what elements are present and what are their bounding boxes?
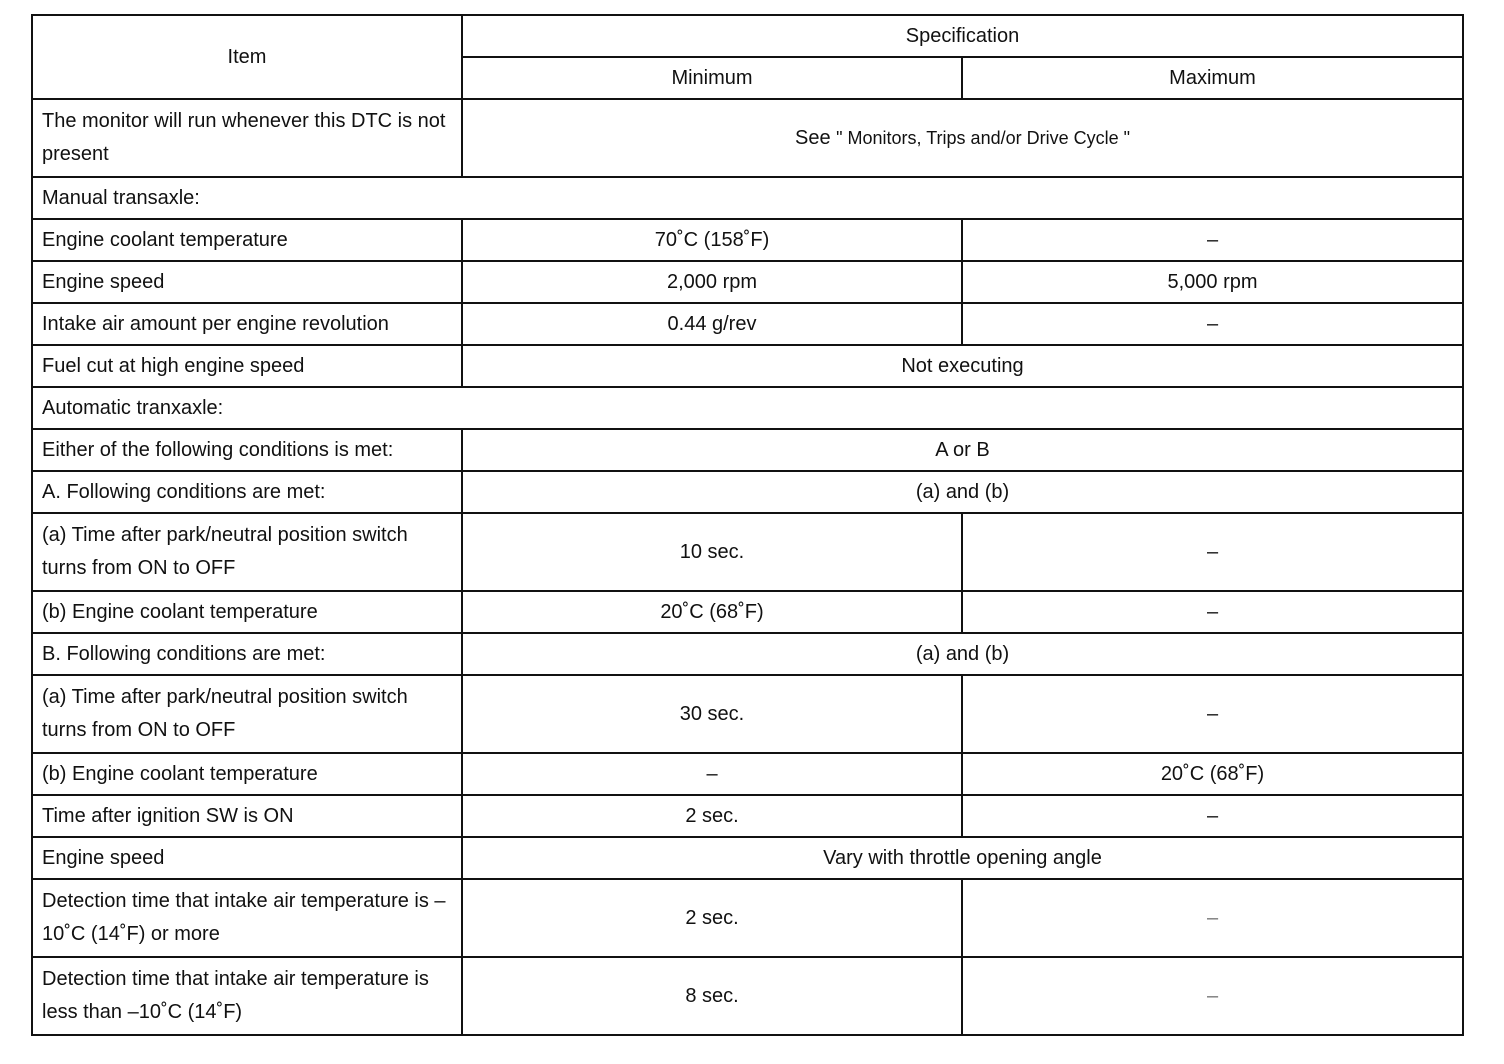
item-cell: (a) Time after park/neutral position switch turns from ON to OFF bbox=[32, 675, 462, 753]
spec-span-cell bbox=[462, 99, 1463, 177]
minimum-cell: – bbox=[462, 753, 962, 795]
header-maximum: Maximum bbox=[962, 57, 1463, 99]
table-row bbox=[32, 591, 1463, 633]
minimum-cell: 0.44 g/rev bbox=[462, 303, 962, 345]
spec-span-cell: (a) and (b) bbox=[462, 633, 1463, 675]
maximum-cell: 20˚C (68˚F) bbox=[962, 753, 1463, 795]
item-cell: A. Following conditions are met: bbox=[32, 471, 462, 513]
section-row-automatic bbox=[32, 387, 1463, 429]
table-row bbox=[32, 753, 1463, 795]
item-cell: Either of the following conditions is met: bbox=[32, 429, 462, 471]
section-row-manual bbox=[32, 177, 1463, 219]
minimum-cell: 2 sec. bbox=[462, 879, 962, 957]
spec-span-cell: (a) and (b) bbox=[462, 471, 1463, 513]
maximum-cell: – bbox=[962, 795, 1463, 837]
item-cell: (b) Engine coolant temperature bbox=[32, 753, 462, 795]
see-text: See bbox=[794, 126, 831, 149]
minimum-cell: 20˚C (68˚F) bbox=[462, 591, 962, 633]
item-cell: Detection time that intake air temperature is –10˚C (14˚F) or more bbox=[32, 879, 462, 957]
header-specification: Specification bbox=[462, 15, 1463, 57]
maximum-cell: 5,000 rpm bbox=[962, 261, 1463, 303]
specification-table bbox=[31, 14, 1464, 1036]
table-row bbox=[32, 429, 1463, 471]
table-row bbox=[32, 99, 1463, 177]
header-item: Item bbox=[32, 15, 462, 99]
section-heading: Manual transaxle: bbox=[32, 177, 1463, 219]
table-row bbox=[32, 219, 1463, 261]
table-row bbox=[32, 795, 1463, 837]
table-row bbox=[32, 261, 1463, 303]
table-row bbox=[32, 837, 1463, 879]
item-cell: Engine speed bbox=[32, 837, 462, 879]
table-row bbox=[32, 345, 1463, 387]
drive-cycle-reference-link[interactable]: " Monitors, Trips and/or Drive Cycle " bbox=[836, 127, 1131, 148]
minimum-cell: 2,000 rpm bbox=[462, 261, 962, 303]
table-row bbox=[32, 675, 1463, 753]
maximum-cell: – bbox=[962, 591, 1463, 633]
minimum-cell: 70˚C (158˚F) bbox=[462, 219, 962, 261]
minimum-cell: 2 sec. bbox=[462, 795, 962, 837]
item-cell: B. Following conditions are met: bbox=[32, 633, 462, 675]
item-cell: Detection time that intake air temperature is less than –10˚C (14˚F) bbox=[32, 957, 462, 1035]
item-cell: Time after ignition SW is ON bbox=[32, 795, 462, 837]
table-row bbox=[32, 513, 1463, 591]
spec-span-cell: Not executing bbox=[462, 345, 1463, 387]
maximum-cell: – bbox=[962, 675, 1463, 753]
table-row bbox=[32, 633, 1463, 675]
maximum-cell: – bbox=[962, 957, 1463, 1035]
item-cell: The monitor will run whenever this DTC is not present bbox=[32, 99, 462, 177]
table-row bbox=[32, 879, 1463, 957]
table-row bbox=[32, 471, 1463, 513]
maximum-cell: – bbox=[962, 513, 1463, 591]
item-cell: (b) Engine coolant temperature bbox=[32, 591, 462, 633]
header-minimum: Minimum bbox=[462, 57, 962, 99]
item-cell: Engine speed bbox=[32, 261, 462, 303]
spec-span-cell: A or B bbox=[462, 429, 1463, 471]
spec-span-cell: Vary with throttle opening angle bbox=[462, 837, 1463, 879]
item-cell: Engine coolant temperature bbox=[32, 219, 462, 261]
table-row bbox=[32, 957, 1463, 1035]
item-cell: (a) Time after park/neutral position switch turns from ON to OFF bbox=[32, 513, 462, 591]
minimum-cell: 10 sec. bbox=[462, 513, 962, 591]
minimum-cell: 30 sec. bbox=[462, 675, 962, 753]
header-row bbox=[32, 15, 1463, 57]
item-cell: Intake air amount per engine revolution bbox=[32, 303, 462, 345]
minimum-cell: 8 sec. bbox=[462, 957, 962, 1035]
table-row bbox=[32, 303, 1463, 345]
section-heading: Automatic tranxaxle: bbox=[32, 387, 1463, 429]
item-cell: Fuel cut at high engine speed bbox=[32, 345, 462, 387]
maximum-cell: – bbox=[962, 219, 1463, 261]
maximum-cell: – bbox=[962, 879, 1463, 957]
maximum-cell: – bbox=[962, 303, 1463, 345]
